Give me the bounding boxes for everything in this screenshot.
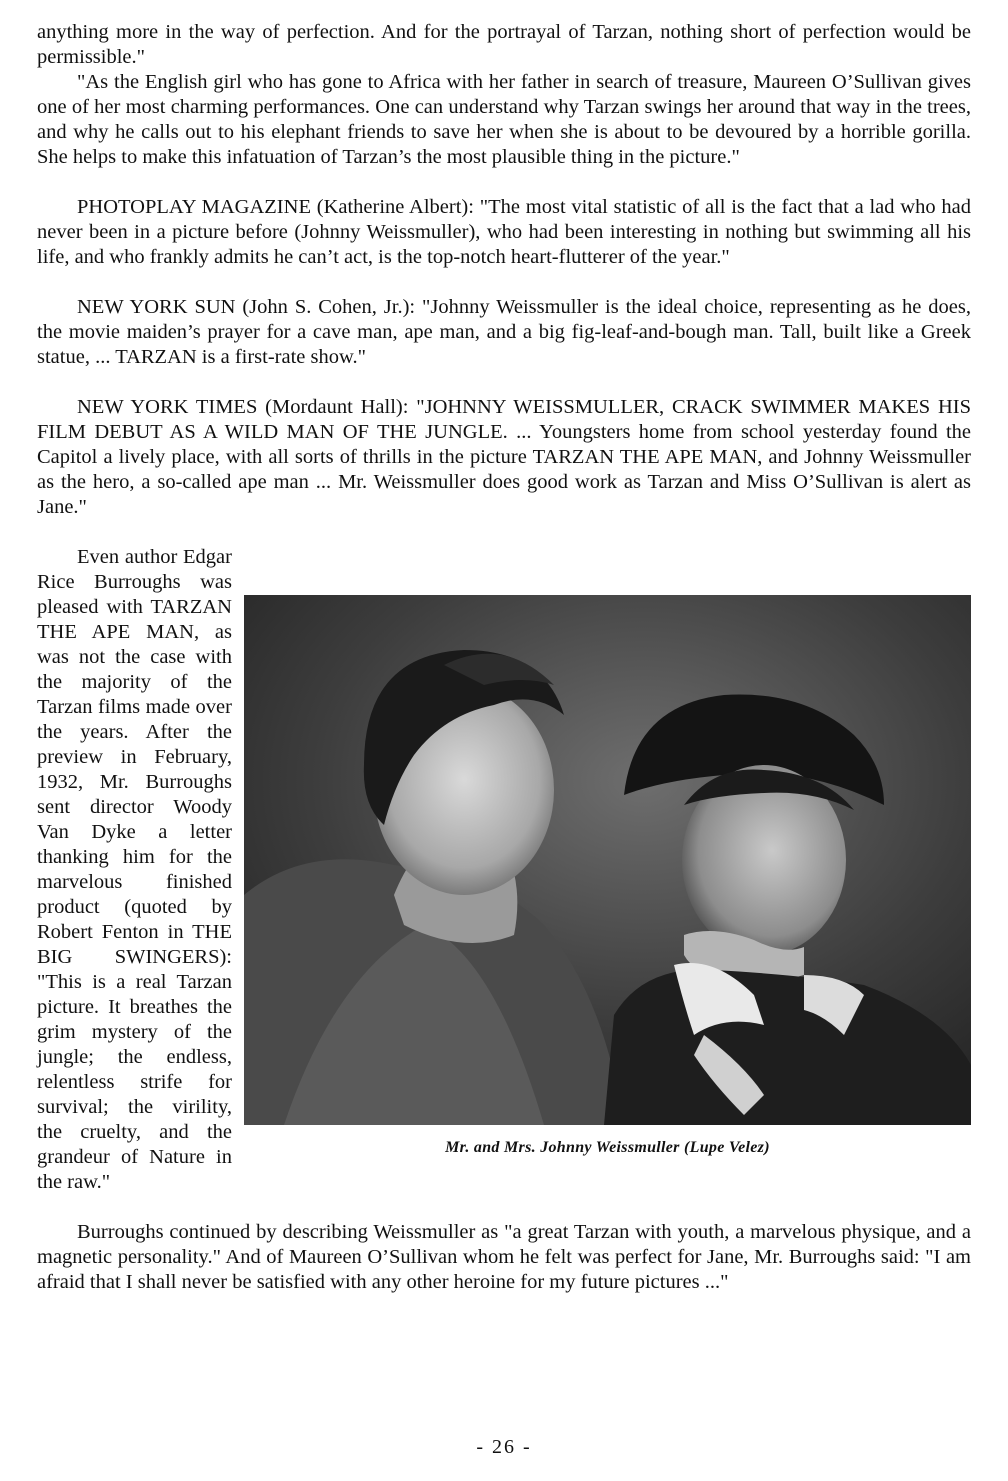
page-content — [37, 20, 971, 1295]
photo-figure — [244, 595, 971, 1158]
paragraph-2: "As the English girl who has gone to Africa with her father in search of treasure, Maureen O’Sullivan gives one of her most charming performances. One can understand why Tarzan swings her around that way in the trees, and why he calls out to his elephant friends to save her when she is about to be devoured by a horrible gorilla. She helps to make this infatuation of Tarzan’s the most plausible thing in the picture." — [37, 71, 971, 168]
paragraph-burroughs-continued: Burroughs continued by describing Weissmuller as "a great Tarzan with youth, a marvelous physique, and a magnetic personality." And of Maureen O’Sullivan whom he felt was perfect for Jane, Mr. Burroughs said: "I am afraid that I shall never be satisfied with any other heroine for my future pictures ..." — [37, 1221, 971, 1293]
photo-weissmuller-velez — [244, 595, 971, 1125]
paragraph-new-york-times-review: NEW YORK TIMES (Mordaunt Hall): "JOHNNY WEISSMULLER, CRACK SWIMMER MAKES HIS FILM DEBUT AS A WILD MAN OF THE JUNGLE. ... Youngsters home from school yesterday found the Capitol a lively place, with all sorts of thrills in the picture TARZAN THE APE MAN, and Johnny Weissmuller as the hero, a so-called ape man ... Mr. Weissmuller does good work as Tarzan and Miss O’Sullivan is alert as Jane." — [37, 396, 971, 518]
paragraph-new-york-sun-review: NEW YORK SUN (John S. Cohen, Jr.): "Johnny Weissmuller is the ideal choice, representing as he does, the movie maiden’s prayer for a cave man, ape man, and a big fig-leaf-and-bough man. Tall, built like a Greek statue, ... TARZAN is a first-rate show." — [37, 296, 971, 368]
burroughs-section — [37, 545, 971, 1295]
page-number: - 26 - — [476, 1436, 532, 1458]
paragraph-photoplay-review: PHOTOPLAY MAGAZINE (Katherine Albert): "The most vital statistic of all is the fact that a lad who had never been in a picture before (Johnny Weissmuller), who had been interesting in nothing but swimming all his life, and who frankly admits he can’t act, is the top-notch heart-flutterer of the year." — [37, 196, 971, 268]
paragraph-1: anything more in the way of perfection. And for the portrayal of Tarzan, nothing short of perfection would be permissible." — [37, 21, 971, 68]
photo-caption: Mr. and Mrs. Johnny Weissmuller (Lupe Velez) — [445, 1139, 770, 1156]
paragraph-burroughs-letter: Even author Edgar Rice Burroughs was pleased with TARZAN THE APE MAN, as was not the case with the majority of the Tarzan films made over the years. After the preview in February, 1932, Mr. Burroughs sent director Woody Van Dyke a letter thanking him for the marvelous finished product (quoted by Robert Fenton in THE BIG SWINGERS): "This is a real Tarzan picture. It breathes the grim mystery of the jungle; the endless, relentless strife for survival; the virility, the cruelty, and the grandeur of Nature in the raw." — [37, 546, 232, 1193]
